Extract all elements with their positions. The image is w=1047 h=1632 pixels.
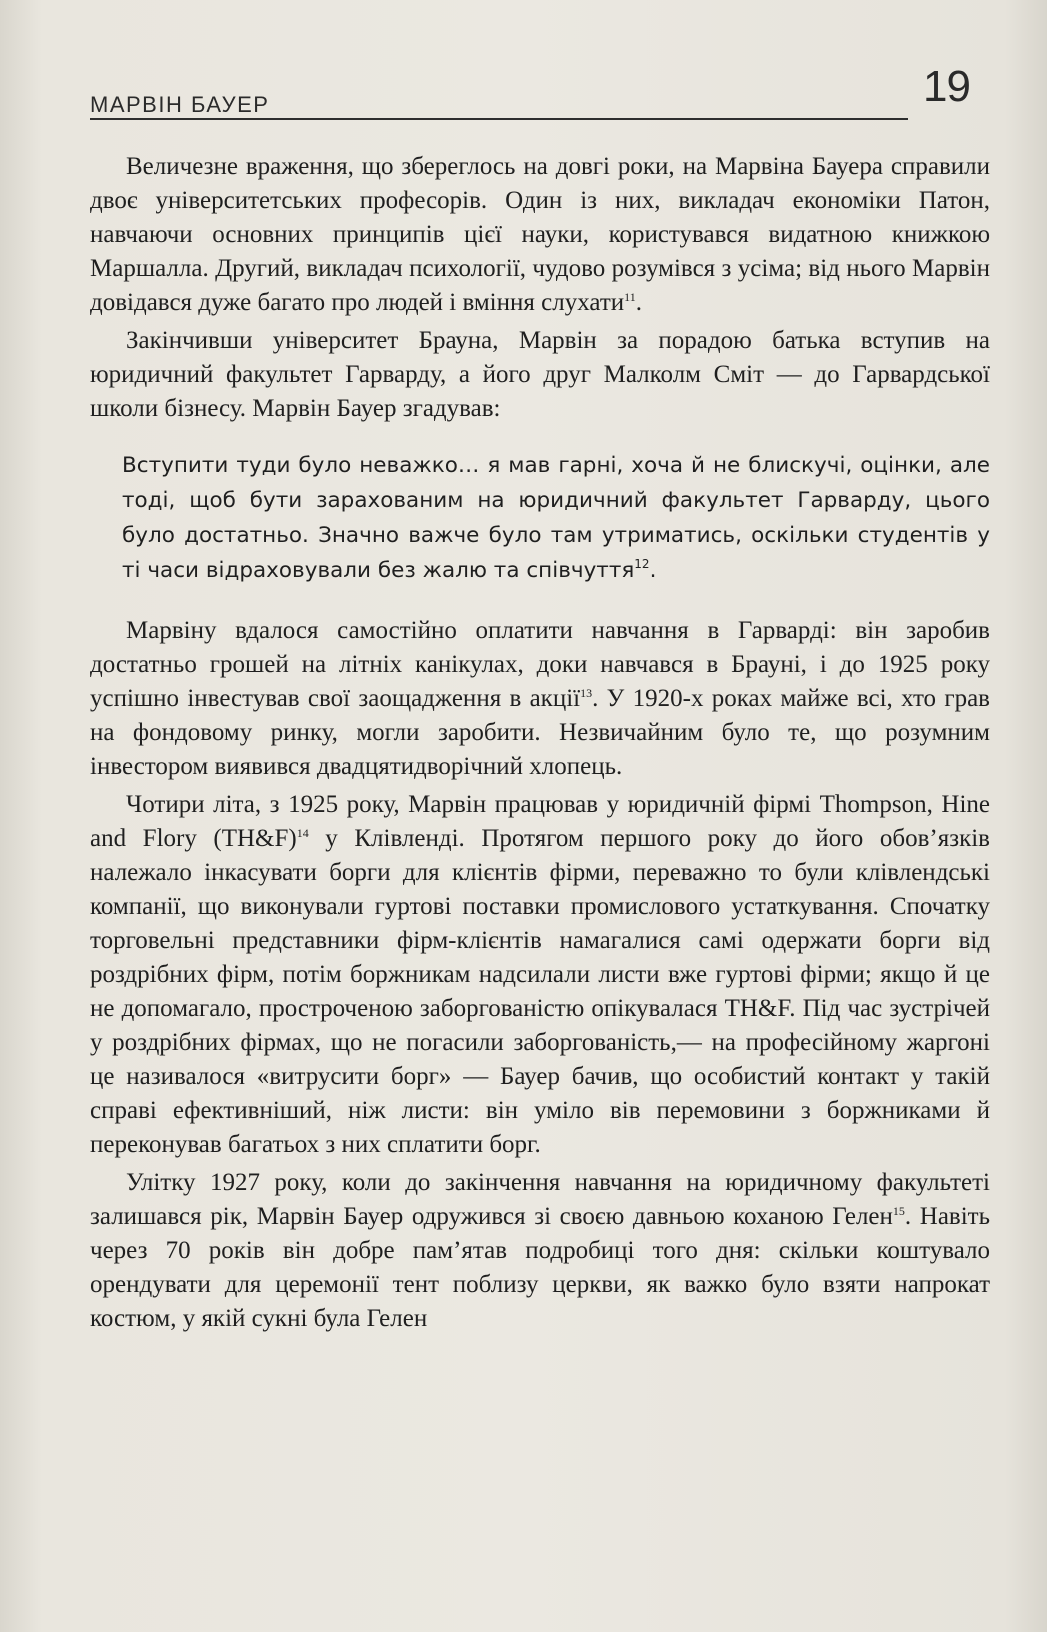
footnote-ref: 11 [624, 290, 636, 304]
footnote-ref: 15 [892, 1204, 905, 1218]
paragraph-text-cont: . Навіть через 70 років він добре пам’ятав подробиці того дня: скільки коштувало орендувати для церемонії тент поблизу церкви, як важко було взяти напрокат костюм, у якій сукні була Гелен [90, 1203, 991, 1332]
footnote-ref: 13 [580, 686, 593, 700]
paragraph-text: Закінчивши університет Брауна, Марвін за порадою батька вступив на юридичний факультет Гарварду, а його друг Малколм Сміт — до Гарвардської школи бізнесу. Марвін Бауер згадував: [90, 327, 990, 422]
footnote-ref: 12 [634, 557, 650, 571]
quote-end: . [649, 558, 657, 583]
paragraph-text: Улітку 1927 року, коли до закінчення навчання на юридичному факультеті залишався рік, Марвін Бауер одружився зі своєю давньою коханою Гелен [90, 1169, 990, 1230]
paragraph-text-cont: . У 1920-х роках майже всі, хто грав на фондовому ринку, могли заробити. Незвичайним було те, що розумним інвестором виявився двадцятидворічний хлопець. [90, 685, 990, 780]
paragraph-text: Марвіну вдалося самостійно оплатити навчання в Гарварді: він заробив достатньо грошей на літніх канікулах, доки навчався в Брауні, і до 1925 року успішно інвестував свої заощадження в акції [90, 617, 990, 712]
paragraph-2 [90, 324, 990, 426]
footnote-ref: 14 [296, 826, 309, 840]
page-header [90, 60, 970, 122]
paragraph-1 [90, 150, 990, 320]
page-number: 19 [923, 62, 970, 111]
body-text [90, 150, 990, 1336]
block-quote [122, 448, 990, 588]
paragraph-4 [90, 788, 990, 1162]
paragraph-3 [90, 614, 990, 784]
paragraph-end: . [635, 289, 642, 316]
running-head: МАРВІН БАУЕР [90, 92, 270, 117]
header-rule [90, 118, 908, 120]
paragraph-text: Чотири літа, з 1925 року, Марвін працював у юридичній фірмі Thompson, Hine and Flory (TH&F) [90, 791, 990, 852]
paragraph-text-cont: у Клівленді. Протягом першого року до його обов’язків належало інкасувати борги для клієнтів фірми, переважно то були клівлендські компанії, що виконували гуртові поставки промислового устаткування. Спочатку торговельні представники фірм-клієнтів намагалися самі одержати борги від роздрібних фірм, потім боржникам надсилали листи вже гуртові фірми; якщо й це не допомагало, простроченою заборгованістю опікувалася TH&F. Під час зустрічей у роздрібних фірмах, що не погасили заборгованість,— на професійному жаргоні це називалося «витрусити борг» — Бауер бачив, що особистий контакт у такій справі ефективніший, ніж листи: він уміло вів перемовини з боржниками й переконував багатьох з них сплатити борг. [90, 825, 990, 1158]
paragraph-text: Величезне враження, що збереглось на довгі роки, на Марвіна Бауера справили двоє університетських професорів. Один із них, викладач економіки Патон, навчаючи основних принципів цієї науки, користувався видатною книжкою Маршалла. Другий, викладач психології, чудово розумівся з усіма; від нього Марвін довідався дуже багато про людей і вміння слухати [90, 153, 990, 316]
quote-text: Вступити туди було неважко… я мав гарні, хоча й не блискучі, оцінки, але тоді, щоб бути зарахованим на юридичний факультет Гарварду, цього було достатньо. Значно важче було там утриматись, оскільки студентів у ті часи відраховували без жалю та співчуття [122, 453, 990, 583]
paragraph-5 [90, 1166, 990, 1336]
